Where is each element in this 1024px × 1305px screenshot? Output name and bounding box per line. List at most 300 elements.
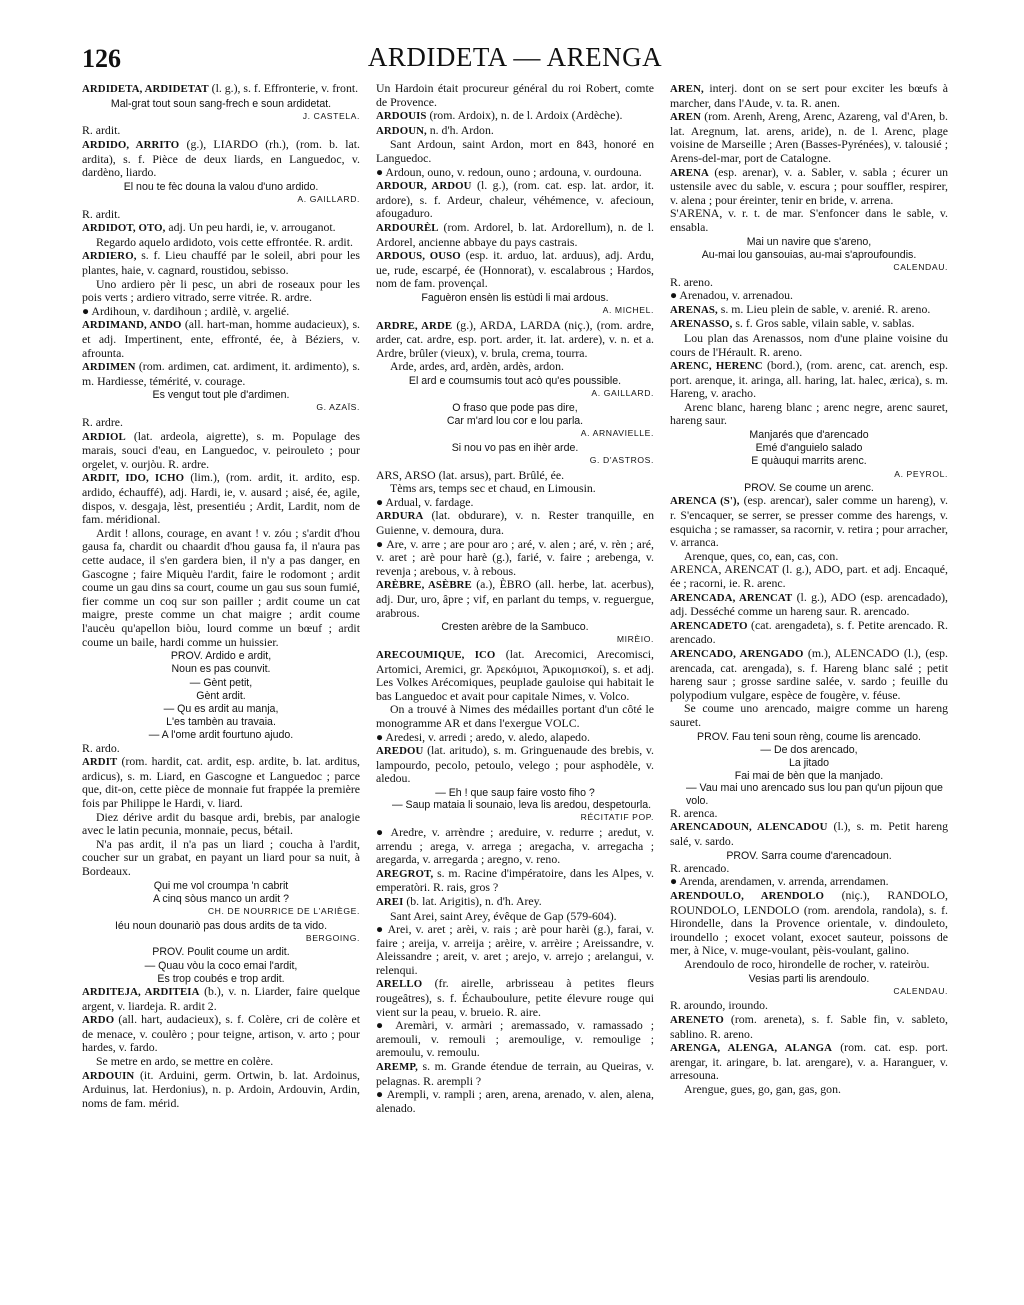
text-columns: [82, 82, 948, 1297]
headword: ARECOUMIQUE, ICO: [376, 649, 496, 661]
headword: ARENETO: [670, 1013, 724, 1026]
example: [376, 703, 654, 730]
entry-text: (lat. obdurare), v. n. Rester tranquille, en Guienne, v. demoura, dura.: [376, 508, 654, 538]
quote-source: [82, 905, 360, 919]
headword: ARDIT, IDO, ICHO: [82, 472, 185, 485]
entry: [670, 303, 948, 318]
quotation: [376, 292, 654, 304]
entry-text: BERGOING.: [305, 932, 360, 943]
entry: [376, 249, 654, 291]
quotation: [376, 415, 654, 427]
entry-text: A. GAILLARD.: [591, 388, 654, 399]
entry-text: Arenc blanc, hareng blanc ; arenc negre, arenc sauret, hareng saur.: [670, 399, 948, 428]
entry: [82, 208, 360, 222]
entry-text: (g.), LIARDO (rh.), (rom. b. lat. ardita), s. f. Pièce de deux liards, en Languedoc, v. dardèno, liardo.: [82, 136, 360, 180]
entry: [82, 471, 360, 526]
entry: [82, 1013, 360, 1055]
entry-text: O fraso que pode pas dire,: [452, 401, 578, 414]
headword: ARENGA, ALENGA, ALANGA: [670, 1042, 833, 1055]
entry-text: — De dos arencado,: [760, 743, 858, 756]
entry-text: R. ardit.: [82, 123, 121, 138]
entry-text: — Vau mai uno arencado sus lou pan qu'un pijoun que volo.: [686, 782, 943, 807]
entry-text: ● Arei, v. aret ; arèi, v. rais ; arè pour harèi (g.), farai, v. faire ; areija, v. arreija ; arèire, v. arrèire ; Areissandre, v. Aleissandre ; areit, v. aret ; arejo, v. arrejo ; arelangui, v. relenqui.: [376, 922, 654, 977]
entry-text: R. ardre.: [82, 415, 123, 430]
entry: [82, 360, 360, 388]
headword: ARÈBRE, ASÈBRE: [376, 579, 472, 592]
headword: AREGROT,: [376, 867, 434, 880]
quotation: [82, 703, 360, 715]
example: [376, 910, 654, 924]
quotation: [82, 650, 360, 662]
quote-source: [376, 811, 654, 825]
column-middle: [376, 82, 654, 1297]
headword: AREN,: [670, 83, 704, 95]
entry: [376, 109, 654, 124]
entry: [376, 319, 654, 361]
entry-text: Se coume uno arencado, maigre comme un hareng sauret.: [670, 701, 948, 729]
entry-text: E quàuqui marrits arenc.: [751, 455, 867, 468]
entry-text: (rom. cat. esp. port. arengar, it. aringare, b. lat. arengare), v. a. Haranguer, v. arresouna.: [670, 1040, 948, 1083]
headword: ARDIMAND, ANDO: [82, 319, 182, 332]
headword: ARDOURÈL: [376, 221, 439, 234]
entry-text: (lat. Arecomici, Arecomisci, Artomici, Aremici, gr. Ἀρεκόμιοι, Ἀρικομισκοί), s. et adj. Les Volkes Arécomiques, peuplade gauloise qui habitait le bas Languedoc et avait pour capitale Nimes, v. Volco.: [376, 647, 654, 703]
example: [670, 958, 948, 972]
entry-text: Ardit ! allons, courage, en avant ! v. zóu ; s'ardit d'hou gausa fa, chardit ou chaardit d'hou gausa fa, il n'aura pas cette audace, il s'en gardera bien, il n'y a pas danger, en Gascogne ; faire Miquèu l'ardit, faire le rodomont ; ardit coume un gau dins sa court, coume un gau sus soun fumié, fier comme un coq sur son pailler ; ardit coume un cat maigre, preste comme un chat maigre ; ardit coume l'aucèu qu'apellon biòu, lourd comme un bœuf ; ardit coume un baile, hardi comme un huissier.: [82, 525, 360, 649]
headword: ARDOUIN: [82, 1069, 135, 1082]
entry: [670, 317, 948, 332]
entry-text: Lou plan das Arenassos, nom d'une plaine voisine du cours de l'Hérault. R. areno.: [670, 330, 948, 359]
quotation: [376, 799, 654, 811]
headword: ARDURA: [376, 510, 424, 523]
entry-text: (it. Arduini, germ. Ortwin, b. lat. Ardoinus, Arduinus, lat. Herdonius), n. p. Ardoin, Ardouvin, Ardin, noms de fam. mérid.: [82, 1067, 360, 1110]
entry: [82, 82, 360, 97]
entry-text: (a.), ÈBRO (all. herbe, lat. acerbus), adj. Dur, uro, âpre ; vif, en parlant du temps, v. reguergue, arabrous.: [376, 577, 654, 620]
entry-text: Qui me vol croumpa 'n cabrit: [153, 879, 289, 892]
entry-text: PROV. Sarra coume d'arencadoun.: [726, 849, 892, 862]
entry-text: ● Aredre, v. arrèndre ; areduire, v. redurre ; aredut, v. arrendu ; arega, v. arrega ; aregacha, v. arregacha ; aregarda, v. arregarda ; aregno, v. reno.: [376, 824, 654, 867]
quotation: [82, 663, 360, 675]
entry: [376, 923, 654, 977]
entry: [670, 862, 948, 876]
entry: [376, 82, 654, 109]
quotation: [82, 181, 360, 193]
headword: ARDOUS, OUSO: [376, 250, 461, 263]
entry-text: Iéu noun dounariò pas dous ardits de ta vido.: [114, 919, 328, 932]
headword: ARDOUN,: [376, 124, 427, 137]
entry-text: (esp. it. arduo, lat. arduus), adj. Ardu, ue, rude, escarpé, ée (Honnorat), v. escalabrous ; Hardos, nom de fam. provençal.: [376, 248, 654, 291]
entry: [376, 867, 654, 895]
entry-text: Diez dérive ardit du basque ardi, brebis, par analogie avec le latin pecunia, monnaie, pecus, bétail.: [82, 809, 360, 838]
quotation: [82, 677, 360, 689]
entry-text: On a trouvé à Nimes des médailles portant d'un côté le monogramme AR et dans l'exergue VOLC.: [376, 702, 654, 730]
quotation: [376, 621, 654, 633]
quotation: [670, 731, 948, 743]
entry-text: G. AZAÏS.: [316, 402, 360, 413]
headword: ARELLO: [376, 978, 423, 991]
entry: [82, 1069, 360, 1111]
entry: [82, 430, 360, 472]
entry-text: — Saup mataia li sounaio, leva lis aredou, despetourla.: [392, 799, 652, 812]
entry-text: PROV. Ardido e ardit,: [170, 650, 272, 663]
headword: ARDIDETA, ARDIDETAT: [82, 83, 209, 95]
entry-text: n. d'h. Ardon.: [426, 122, 494, 137]
headword: ARENASSO,: [670, 318, 733, 331]
entry-text: Mai un navire que s'areno,: [746, 235, 872, 248]
entry-text: A cinq sòus manco un ardit ?: [152, 892, 290, 905]
entry-text: ● Arempli, v. rampli ; aren, arena, arenado, v. alen, alena, alenado.: [376, 1087, 654, 1115]
entry-text: PROV. Fau teni soun rèng, coume lis arencado.: [697, 730, 921, 743]
entry: [82, 249, 360, 277]
entry: [376, 731, 654, 745]
headword: ARDITEJA, ARDITEIA: [82, 985, 200, 998]
entry: [376, 166, 654, 180]
entry-text: N'a pas ardit, il n'a pas un liard ; coucha à l'ardit, coucher sur un grabat, en payant un liard pour sa nuit, à Bordeaux.: [82, 836, 360, 878]
entry-text: ● Arenda, arendamen, v. arrenda, arrendamen.: [670, 874, 889, 889]
entry-text: ● Aremàri, v. armàri ; aremassado, v. ramassado ; aremouli, v. remouli ; aremoulige, v. remoulige ; aremoulu, v. remoulu.: [376, 1018, 654, 1060]
entry-text: (m.), ALENCADO (l.), (esp. arencada, cat. arengada), s. f. Hareng blanc salé ; petit hareng saur ; grosse sardine salée, v. sardo ; feuille du polypodium vulgare, espèce de fougère, v. féuse.: [670, 646, 948, 702]
entry-text: (all. hart-man, homme audacieux), s. et adj. Impertinent, ente, effronté, ée, à Béziers, v. afrounta.: [82, 317, 360, 360]
entry: [376, 538, 654, 579]
entry: [670, 820, 948, 848]
entry-text: ● Ardoun, ouno, v. redoun, ouno ; ardouna, v. ourdouna.: [376, 164, 642, 179]
entry-text: R. ardit.: [82, 206, 121, 221]
entry-text: PROV. Se coume un arenc.: [744, 482, 874, 495]
quotation: [670, 429, 948, 441]
quote-source: [376, 427, 654, 441]
entry: [376, 1019, 654, 1060]
quotation: [82, 729, 360, 741]
entry-text: Gènt ardit.: [196, 689, 246, 702]
entry: [670, 563, 948, 590]
entry-text: ● Aredesi, v. arredi ; aredo, v. aledo, alapedo.: [376, 729, 590, 744]
entry-text: Tèms ars, temps sec et chaud, en Limousin.: [390, 481, 596, 496]
example: [82, 527, 360, 649]
headword: ARDRE, ARDE: [376, 319, 453, 332]
example: [376, 360, 654, 374]
headword: ARDO: [82, 1014, 115, 1027]
entry-text: G. D'ASTROS.: [589, 455, 654, 466]
entry-text: ● Are, v. arre ; are pour aro ; aré, v. alen ; aré, v. rèn ; aré, v. aret ; arè pour harè (g.), farié, v. faire ; arebenga, v. revenja ; arebous, v. à rebous.: [376, 536, 654, 578]
quotation: [670, 455, 948, 467]
entry-text: (lat. aritudo), s. m. Gringuenaude des brebis, v. lampourdo, pecolo, petoulo, velego ; pour asphodèle, v. aledou.: [376, 743, 654, 786]
entry-text: (esp. arencar), saler comme un hareng), v. r. S'encaquer, se serrer, se presser comme des harengs, v. esquicha ; se ramasser, sa racornir, v. retira ; pour arracher, v. arranca.: [670, 493, 948, 550]
entry-text: (all. hart, audacieux), s. f. Colère, cri de colère et de menace, v. coulèro ; pour teigne, artison, v. arto ; pour hardes, v. fardo.: [82, 1012, 360, 1055]
entry-text: s. m. Lieu plein de sable, v. arenié. R. areno.: [717, 301, 931, 316]
entry: [670, 591, 948, 619]
quotation: [376, 442, 654, 454]
column-left: [82, 82, 360, 1297]
quotation: [670, 757, 948, 769]
entry: [670, 289, 948, 303]
quotation: [82, 920, 360, 932]
entry-text: A. MICHEL.: [602, 305, 654, 316]
entry-text: La jitado: [788, 756, 830, 769]
headword: ARENCA (S'),: [670, 495, 740, 508]
quotation: [670, 442, 948, 454]
entry-text: Manjarés que d'arencado: [749, 429, 869, 442]
quotation: [670, 249, 948, 261]
entry: [670, 889, 948, 958]
entry-text: R. arencado.: [670, 860, 730, 875]
entry-text: Es vengut tout ple d'ardimen.: [152, 389, 290, 402]
example: [670, 550, 948, 564]
quotation: [82, 690, 360, 702]
entry-text: Au-mai lou gansouias, au-mai s'aproufoundis.: [701, 248, 917, 261]
entry: [376, 744, 654, 786]
entry-text: s. f. Lieu chauffé par le soleil, abri pour les plantes, haie, v. cagnard, roustidou, sebisso.: [82, 248, 360, 277]
quotation: [82, 893, 360, 905]
entry-text: (rom. Ardoix), n. de l. Ardoix (Ardèche).: [426, 108, 623, 123]
entry: [376, 1060, 654, 1088]
entry-text: (rom. Ardorel, b. lat. Ardorellum), n. de l. Ardorel, ancienne abbaye du pays castrais.: [376, 219, 654, 249]
entry: [670, 647, 948, 702]
headword: ARDIERO,: [82, 250, 137, 263]
entry: [670, 1013, 948, 1041]
entry-text: Cresten arèbre de la Sambuco.: [441, 621, 589, 634]
entry-text: Arenque, ques, co, ean, cas, con.: [684, 548, 839, 563]
quotation: [82, 946, 360, 958]
entry-text: (l. g.), s. f. Effronterie, v. front.: [208, 82, 359, 95]
page-number: 126: [82, 44, 121, 73]
entry: [82, 138, 360, 180]
quotation: [670, 770, 948, 782]
entry-text: El ard e coumsumis tout acò qu'es poussible.: [408, 375, 622, 388]
entry-text: Arengue, gues, go, gan, gas, gon.: [684, 1081, 841, 1096]
example: [670, 401, 948, 428]
column-right: [670, 82, 948, 1297]
entry-text: ARS, ARSO (lat. arsus), part. Brûlé, ée.: [376, 467, 565, 482]
headword: ARENAS,: [670, 303, 718, 316]
entry-text: R. aroundo, iroundo.: [670, 998, 768, 1013]
entry-text: s. m. Grande étendue de terrain, au Queiras, v. pelagnas. R. arempli ?: [376, 1059, 654, 1088]
quote-source: [670, 985, 948, 999]
entry-text: interj. dont on se sert pour exciter les bœufs à marcher, dans l'Aude, v. ta. R. anen.: [670, 82, 948, 110]
entry-text: CALENDAU.: [893, 261, 948, 272]
entry-text: s. f. Gros sable, vilain sable, v. sablas.: [732, 316, 915, 331]
entry-text: El nou te fèc douna la valou d'uno ardido.: [123, 180, 319, 193]
entry-text: Arendoulo de roco, hirondelle de rocher, v. rateiròu.: [684, 956, 930, 971]
headword: AREMP,: [376, 1061, 418, 1074]
entry: [670, 110, 948, 165]
entry-text: (lat. ardeola, aigrette), s. m. Populage des marais, souci d'eau, en Languedoc, v. peirouleto ; pour orgelet, v. ourjòu. R. ardre.: [82, 428, 360, 471]
entry: [670, 82, 948, 110]
example: [82, 278, 360, 305]
entry-text: CALENDAU.: [893, 985, 948, 996]
entry-text: (esp. arenar), v. a. Sabler, v. sabla ; écurer un ustensile avec du sable, v. escura ; pour souffler, respirer, v. alena ; pour éreinter, tenir en bride, v. arrena.: [670, 164, 948, 207]
headword: ARENCADA, ARENCAT: [670, 591, 793, 604]
entry-text: (rom. areneta), s. f. Sable fin, v. sableto, sablino. R. areno.: [670, 1011, 948, 1041]
entry: [670, 807, 948, 821]
entry-text: — Eh ! que saup faire vosto fiho ?: [435, 786, 595, 799]
entry-text: R. ardo.: [82, 740, 120, 755]
quotation: [670, 236, 948, 248]
entry-text: (l.), s. m. Petit hareng salé, v. sardo.: [670, 819, 948, 848]
headword: ARENCADOUN, ALENCADOU: [670, 821, 828, 834]
entry-text: (lim.), (rom. ardit, it. ardito, esp. ardido, échauffé), adj. Hardi, ie, v. ausard ; aisé, ée, agile, dispos, v. desgaja, lèst, presentiéu ; Ardit, Lardit, nom de fam. méridional.: [82, 470, 360, 527]
headword: ARENCADETO: [670, 619, 748, 632]
quote-source: [82, 932, 360, 946]
quotation: [670, 973, 948, 985]
entry-text: Es trop coubés e trop ardit.: [157, 972, 285, 985]
quote-source: [376, 633, 654, 647]
running-head: ARDIDETA — ARENGA: [367, 42, 663, 72]
entry: [376, 179, 654, 221]
entry: [82, 124, 360, 138]
entry: [82, 985, 360, 1013]
quotation: [376, 402, 654, 414]
entry-text: ● Ardual, v. fardage.: [376, 494, 474, 509]
entry: [82, 742, 360, 756]
entry-text: Un Hardoin était procureur général du roi Robert, comte de Provence.: [376, 82, 654, 109]
entry-text: RÉCITATIF POP.: [580, 812, 654, 823]
entry-text: adj. Un peu hardi, ie, v. arrouganot.: [165, 220, 336, 235]
entry-text: PROV. Poulit coume un ardit.: [152, 946, 290, 959]
quote-source: [376, 454, 654, 468]
entry-text: R. areno.: [670, 274, 713, 289]
entry-text: Fai mai de bèn que la manjado.: [734, 770, 884, 783]
entry-text: Uno ardiero pèr li pesc, un abri de roseaux pour les pois verts ; ardiero vitrado, serre vitrée. R. ardre.: [82, 276, 360, 305]
entry: [670, 494, 948, 549]
entry-text: — Gènt petit,: [189, 676, 253, 689]
entry-text: Sant Ardoun, saint Ardon, mort en 843, honoré en Languedoc.: [376, 137, 654, 165]
entry-text: Sant Arei, saint Arey, évêque de Gap (579-604).: [390, 908, 617, 923]
entry: [376, 648, 654, 703]
entry-text: (rom. Arenh, Areng, Arenc, Azareng, val d'Aren, b. lat. Aregnum, lat. arens, aride), n. de l. Arenc, plage voisine de Marseille ; Aren (Basses-Pyrénées), v. talousié ; Arens-del-mar, port de Catalogne.: [670, 109, 948, 165]
entry-text: Arde, ardes, ard, ardèn, ardès, ardon.: [390, 359, 564, 374]
entry: [82, 305, 360, 319]
entry: [670, 207, 948, 234]
entry-text: (cat. arengadeta), s. f. Petite arencado. R. arencado.: [670, 617, 948, 647]
entry: [376, 977, 654, 1019]
entry: [670, 359, 948, 401]
entry-text: Vesias parti lis arendoulo.: [748, 972, 870, 985]
headword: ARENC, HERENC: [670, 360, 763, 373]
headword: ARENDOULO, ARENDOLO: [670, 889, 824, 902]
entry: [82, 318, 360, 360]
entry: [82, 416, 360, 430]
entry-text: (b.), v. n. Liarder, faire quelque argent, v. liardeja. R. ardit 2.: [82, 983, 360, 1013]
quotation: [670, 744, 948, 756]
example: [82, 811, 360, 838]
entry-text: A. PEYROL.: [894, 468, 948, 479]
entry-text: s. m. Racine d'impératoire, dans les Alpes, v. emperatòri. R. rais, gros ?: [376, 865, 654, 895]
entry-text: MIRÈIO.: [616, 634, 654, 645]
entry-text: ● Arenadou, v. arrenadou.: [670, 288, 793, 303]
entry: [376, 826, 654, 867]
example: [376, 138, 654, 165]
quotation: [376, 787, 654, 799]
headword: AREI: [376, 895, 404, 908]
example: [82, 236, 360, 250]
example: [82, 838, 360, 879]
example: [670, 1083, 948, 1097]
quotation: [670, 782, 948, 806]
quote-source: [82, 110, 360, 124]
entry-text: — Qu es ardit au manja,: [163, 702, 279, 715]
entry: [670, 619, 948, 647]
entry-text: Se metre en ardo, se mettre en colère.: [96, 1053, 274, 1068]
entry: [376, 221, 654, 249]
headword: AREDOU: [376, 745, 424, 758]
entry: [670, 875, 948, 889]
example: [376, 482, 654, 496]
entry: [82, 755, 360, 810]
entry: [670, 999, 948, 1013]
headword: ARDIT: [82, 756, 118, 769]
headword: ARENCADO, ARENGADO: [670, 648, 804, 660]
example: [670, 702, 948, 729]
headword: ARDOUIS: [376, 110, 427, 123]
entry: [376, 1088, 654, 1115]
entry-text: CH. DE NOURRICE DE L'ARIÈGE.: [207, 905, 360, 916]
entry-text: — Quau vòu la coco emai l'ardit,: [144, 959, 298, 972]
quote-source: [670, 261, 948, 275]
quotation: [82, 389, 360, 401]
entry-text: Faguèron ensèn lis estùdi li mai ardous.: [421, 291, 609, 304]
entry: [376, 895, 654, 910]
quote-source: [670, 468, 948, 482]
entry: [670, 1041, 948, 1083]
quotation: [376, 375, 654, 387]
entry-text: (niç.), RANDOLO, ROUNDOLO, LENDOLO (rom. arendola, randola), s. f. Hirondelle, dans la Provence orientale, v. dindouleto, iroundello ; exocet volant, exocet sauteur, poissons de mer, à Nice, v. muge-voulant, pèis-voulant, galino.: [670, 887, 948, 958]
entry-text: J. CASTELA.: [302, 110, 360, 121]
entry-text: (bord.), (rom. arenc, cat. arench, esp. port. arenque, it. aringa, all. haring, lat. halec, ærica), s. m. Hareng, v. aracho.: [670, 358, 948, 401]
entry-text: (l. g.), ADO (esp. arencadado), adj. Desséché comme un hareng saur. R. arencado.: [670, 589, 948, 619]
headword: ARDIMEN: [82, 361, 136, 374]
entry-text: Emé d'anguielo salado: [755, 442, 863, 455]
entry-text: (rom. ardimen, cat. ardiment, it. ardimento), s. m. Hardiesse, témérité, v. courage.: [82, 359, 360, 388]
entry: [670, 276, 948, 290]
entry-text: Si nou vo pas en ihèr arde.: [451, 441, 579, 454]
quotation: [82, 960, 360, 972]
entry-text: A. GAILLARD.: [297, 193, 360, 204]
entry: [376, 509, 654, 537]
quotation: [82, 880, 360, 892]
headword: ARDIDO, ARRITO: [82, 138, 180, 151]
entry-text: A. ARNAVIELLE.: [580, 428, 654, 439]
entry: [82, 221, 360, 236]
entry-text: (g.), ARDA, LARDA (niç.), (rom. ardre, arder, cat. ardre, esp. port. arder, it. lat. ardere), v. n. et a. Ardre, brûler (vieux), v. brula, crema, tourra.: [376, 317, 654, 360]
quote-source: [82, 193, 360, 207]
entry-text: Regardo aquelo ardidoto, vois cette effrontée. R. ardit.: [96, 234, 353, 249]
entry-text: — A l'ome ardit fourtuno ajudo.: [148, 729, 294, 742]
example: [670, 332, 948, 359]
page-header: [82, 40, 948, 82]
entry-text: Noun es pas counvit.: [171, 663, 271, 676]
entry-text: (b. lat. Arigitis), n. d'h. Arey.: [403, 893, 542, 908]
entry-text: Car m'ard lou cor e lou parla.: [446, 415, 584, 428]
quotation: [82, 98, 360, 110]
entry: [376, 578, 654, 620]
entry-text: R. arenca.: [670, 805, 718, 820]
headword: ARDIOL: [82, 430, 126, 443]
quotation: [82, 716, 360, 728]
entry: [376, 496, 654, 510]
example: [82, 1055, 360, 1069]
headword: ARDIDOT, OTO,: [82, 222, 166, 235]
entry-text: Mal-grat tout soun sang-frech e soun ardidetat.: [110, 97, 332, 110]
entry-text: ● Ardihoun, v. dardihoun ; ardilè, v. argelié.: [82, 303, 290, 318]
quote-source: [82, 401, 360, 415]
entry: [376, 124, 654, 139]
entry: [670, 166, 948, 208]
quote-source: [376, 304, 654, 318]
headword: ARDOUR, ARDOU: [376, 180, 472, 193]
headword: ARENA: [670, 166, 709, 179]
entry-text: (l. g.), (rom. cat. esp. lat. ardor, it. ardore), s. f. Ardeur, chaleur, véhémence, v. afecioun, afougaduro.: [376, 178, 654, 221]
entry-text: (rom. hardit, cat. ardit, esp. ardite, b. lat. arditus, ardicus), s. m. Liard, en Gascogne et Languedoc ; parce que, dit-on, cette pièce de monnaie fut frappée la première fois par Philippe le Hardi, v. liard.: [82, 754, 360, 810]
entry: [376, 469, 654, 483]
